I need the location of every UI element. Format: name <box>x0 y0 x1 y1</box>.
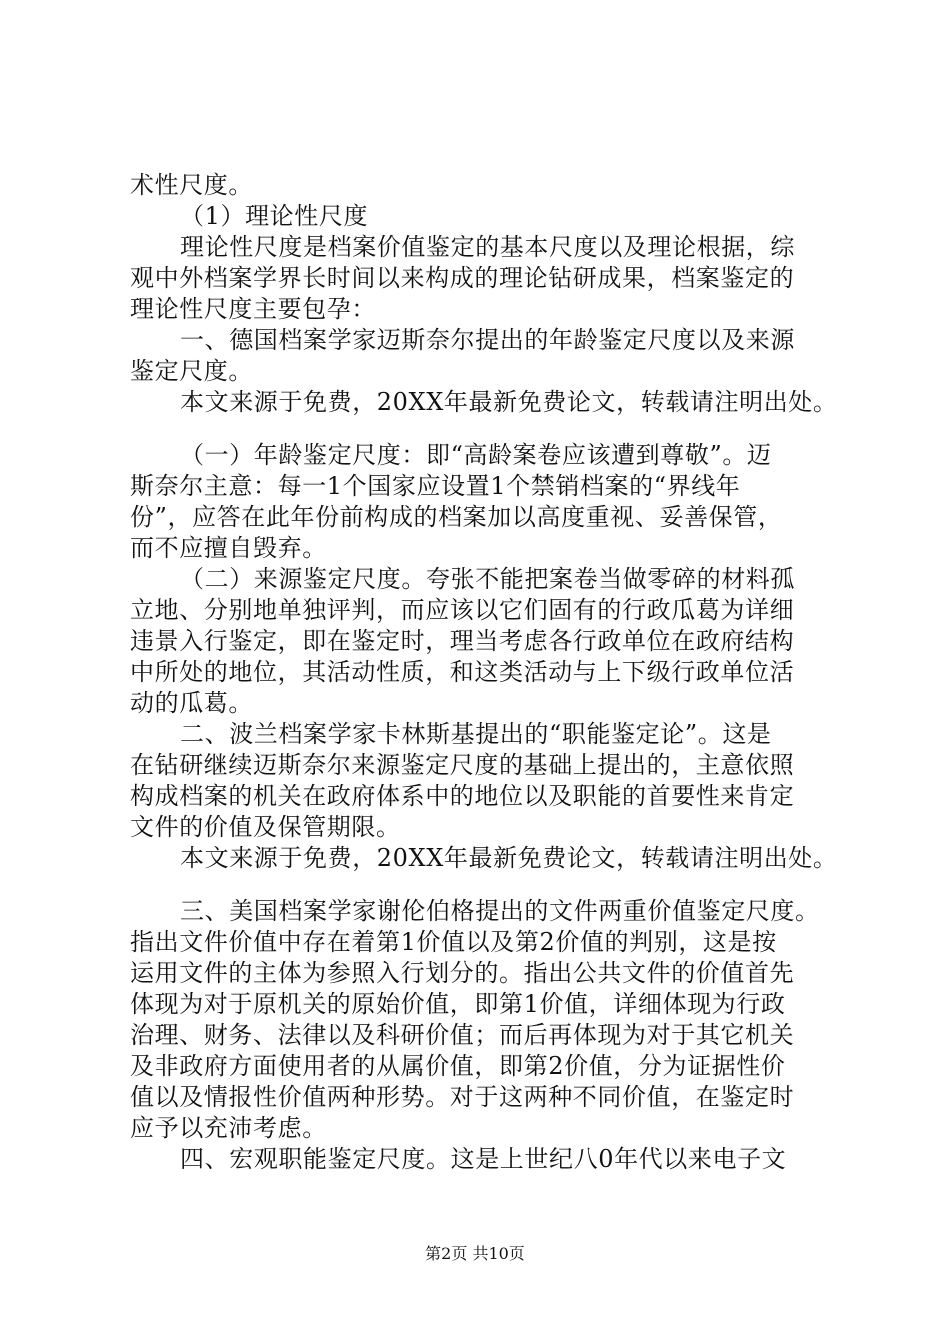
text-line: 违景入行鉴定，即在鉴定时，理当考虑各行政单位在政府结构 <box>130 627 795 655</box>
text-line: 治理、财务、法律以及科研价值；而后再体现为对于其它机关 <box>130 1021 795 1049</box>
text-line: 鉴定尺度。 <box>130 357 253 385</box>
paragraph <box>130 564 850 719</box>
text-line: 值以及情报性价值两种形势。对于这两种不同价值，在鉴定时 <box>130 1083 795 1111</box>
text-line: （二）来源鉴定尺度。夸张不能把案卷当做零碎的材料孤 <box>180 565 795 593</box>
paragraph <box>130 440 850 564</box>
text-line: 立地、分别地单独评判，而应该以它们固有的行政瓜葛为详细 <box>130 596 795 624</box>
text-line: 本文来源于免费，20XX年最新免费论文，转载请注明出处。 <box>180 844 838 872</box>
text-line: 理论性尺度主要包孕： <box>130 295 376 323</box>
paragraph <box>130 232 850 325</box>
paragraph <box>130 1144 850 1175</box>
text-line: 而不应擅自毁弃。 <box>130 534 327 562</box>
text-line: 术性尺度。 <box>130 171 253 199</box>
text-line: 观中外档案学界长时间以来构成的理论钻研成果，档案鉴定的 <box>130 264 795 292</box>
text-line: 本文来源于免费，20XX年最新免费论文，转载请注明出处。 <box>180 388 838 416</box>
paragraph <box>130 896 850 1144</box>
text-line: 在钻研继续迈斯奈尔来源鉴定尺度的基础上提出的，主意依照 <box>130 751 795 779</box>
text-line: 及非政府方面使用者的从属价值，即第2价值，分为证据性价 <box>130 1052 786 1080</box>
text-line: 应予以充沛考虑。 <box>130 1114 327 1142</box>
text-line: 三、美国档案学家谢伦伯格提出的文件两重价值鉴定尺度。 <box>180 897 820 925</box>
text-line: 一、德国档案学家迈斯奈尔提出的年龄鉴定尺度以及来源 <box>180 326 795 354</box>
page-footer: 第2页 共10页 <box>425 1244 525 1263</box>
text-line: 理论性尺度是档案价值鉴定的基本尺度以及理论根据，综 <box>180 233 795 261</box>
text-line: 构成档案的机关在政府体系中的地位以及职能的首要性来肯定 <box>130 782 795 810</box>
text-line: 指出文件价值中存在着第1价值以及第2价值的判别，这是按 <box>130 928 777 956</box>
text-line: 运用文件的主体为参照入行划分的。指出公共文件的价值首先 <box>130 959 795 987</box>
paragraph <box>130 170 850 201</box>
paragraph <box>130 843 850 874</box>
paragraph <box>130 387 850 418</box>
text-line: 体现为对于原机关的原始价值，即第1价值，详细体现为行政 <box>130 990 786 1018</box>
paragraph <box>130 719 850 843</box>
document-body <box>130 170 850 1175</box>
text-line: 斯奈尔主意：每一1个国家应设置1个禁销档案的“界线年 <box>130 472 741 500</box>
text-line: 份”，应答在此年份前构成的档案加以高度重视、妥善保管， <box>130 503 783 531</box>
paragraph-gap <box>130 874 850 896</box>
text-line: 四、宏观职能鉴定尺度。这是上世纪八0年代以来电子文 <box>180 1145 787 1173</box>
text-line: 二、波兰档案学家卡林斯基提出的“职能鉴定论”。这是 <box>180 720 772 748</box>
text-line: 中所处的地位，其活动性质，和这类活动与上下级行政单位活 <box>130 658 795 686</box>
text-line: （1）理论性尺度 <box>180 202 369 230</box>
text-line: 文件的价值及保管期限。 <box>130 813 401 841</box>
paragraph <box>130 201 850 232</box>
paragraph <box>130 325 850 387</box>
text-line: 动的瓜葛。 <box>130 689 253 717</box>
text-line: （一）年龄鉴定尺度：即“高龄案卷应该遭到尊敬”。迈 <box>180 441 772 469</box>
paragraph-gap <box>130 418 850 440</box>
